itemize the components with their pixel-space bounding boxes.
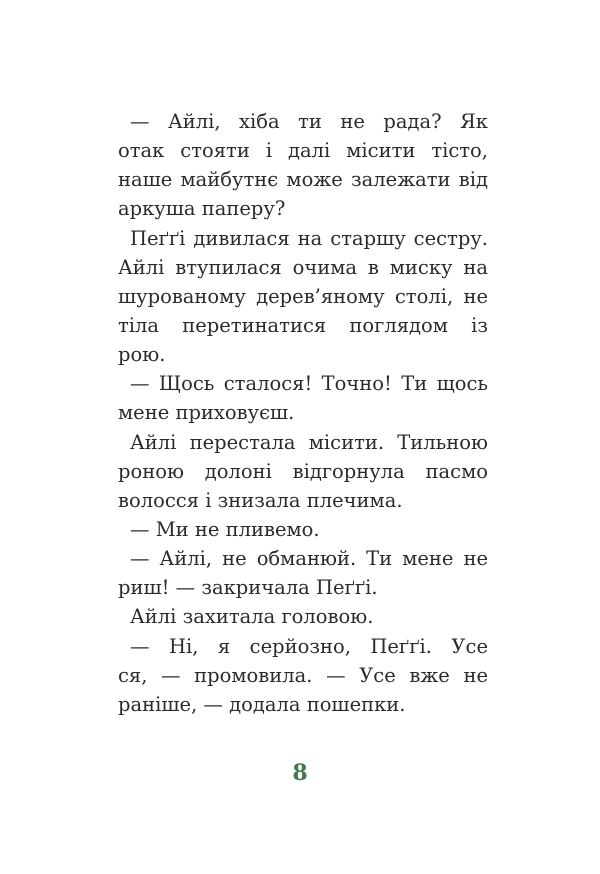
text-line: волосся і знизала плечима. — [118, 488, 403, 512]
text-line: — Айлі, хіба ти не рада? Як — [130, 110, 488, 133]
text-line: роною долоні відгорнула пасмо — [118, 459, 488, 483]
page-number: 8 — [292, 760, 308, 786]
text-line: риш! — закричала Пеґґі. — [118, 576, 378, 600]
text-line: Айлі втупилася очима в миску на — [118, 255, 488, 279]
text-line: Айлі захитала головою. — [130, 605, 374, 629]
text-line: наше майбутнє може залежати від — [118, 168, 488, 192]
text-line: тіла перетинатися поглядом із — [118, 313, 488, 337]
text-line: — Ні, я серйозно, Пеґґі. Усе — [130, 634, 488, 658]
text-line: — Щось сталося! Точно! Ти щось — [130, 372, 488, 396]
text-line: Пеґґі дивилася на старшу сестру. — [130, 226, 488, 250]
text-line: — Ми не пливемо. — [130, 517, 320, 541]
text-line: Айлі перестала місити. Тильною — [130, 430, 488, 454]
body-text — [118, 107, 488, 719]
text-line: отак стояти і далі місити тісто, — [118, 139, 488, 163]
text-line: — Айлі, не обманюй. Ти мене не — [130, 547, 488, 571]
text-line: рою. — [118, 343, 166, 367]
text-line: аркуша паперу? — [118, 197, 286, 221]
text-line: раніше, — додала пошепки. — [118, 692, 406, 716]
text-line: шурованому дерев’яному столі, не — [118, 284, 488, 308]
text-line: мене приховуєш. — [118, 401, 295, 425]
text-line: ся, — промовила. — Усе вже не — [118, 663, 488, 687]
